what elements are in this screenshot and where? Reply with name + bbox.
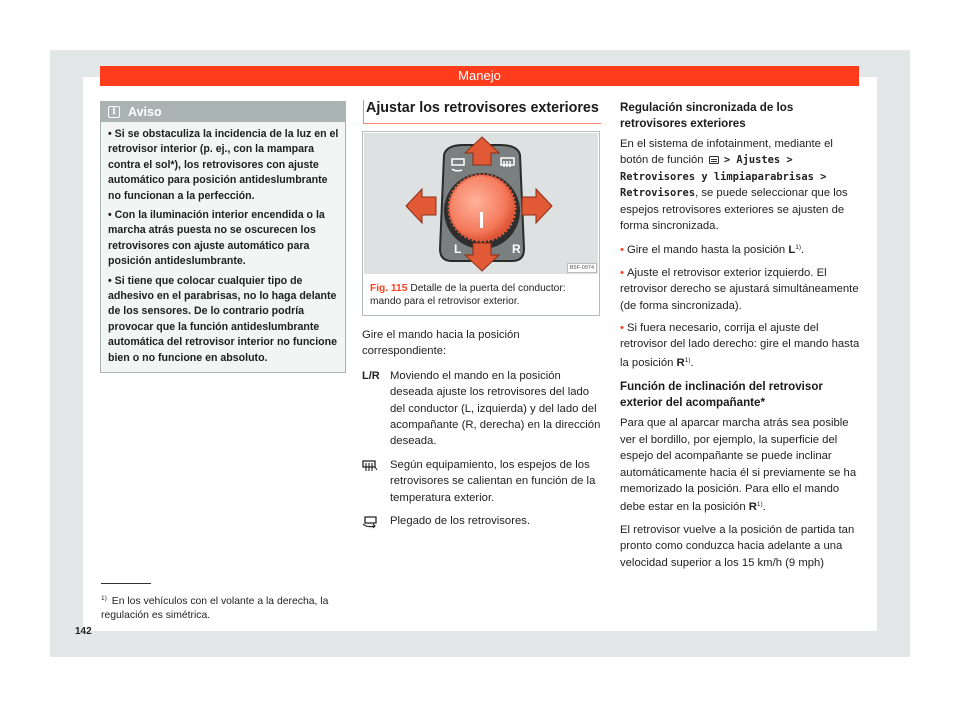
- bullet-icon: •: [620, 266, 624, 279]
- definition-item: [362, 513, 605, 529]
- page-number: 142: [75, 626, 92, 637]
- knob-indicator: [480, 212, 483, 228]
- menu-icon: [709, 156, 719, 164]
- notice-item: • Si se obstaculiza la incidencia de la luz en el retrovisor interior (p. ej., con la mampara contra el sol*), los retrovisores con ajuste automático para posición antideslumbrante no funcionan a la perfección.: [108, 128, 339, 202]
- menu-path: > Ajustes > Retrovisores y limpiaparabrisas > Retrovisores: [620, 154, 827, 200]
- notice-item: • Con la iluminación interior encendida o la marcha atrás puesta no se oscurecen los retrovisores con ajuste automático para posición antideslumbrante.: [108, 209, 325, 268]
- mirror-heating-icon: [362, 459, 378, 473]
- definition-item: [362, 368, 605, 450]
- notice-box: [100, 101, 346, 373]
- position-label-right: R: [512, 242, 521, 256]
- section-header: Manejo: [100, 66, 859, 86]
- sync-title: Regulación sincronizada de los retrovisores exteriores: [620, 101, 794, 130]
- sync-step: • Si fuera necesario, corrija el ajuste del retrovisor del lado derecho: gire el mando hasta la posición $R^{1)}$.: [620, 322, 860, 369]
- tilt-paragraph: El retrovisor vuelve a la posición de partida tan pronto como conduzca hacia adelante a una velocidad superior a los 15 km/h (9 mph): [620, 523, 855, 569]
- sync-intro-text: En el sistema de infotainment, mediante el botón de función: [620, 138, 833, 167]
- notice-title: Aviso: [128, 105, 162, 119]
- mirror-control-illustration: [364, 133, 598, 274]
- tilt-title: Función de inclinación del retrovisor exterior del acompañante*: [620, 380, 823, 410]
- sync-step: • Gire el mando hasta la posición $L^{1)}$.: [620, 244, 805, 257]
- figure-code: B5F-0974: [567, 263, 597, 273]
- knob: [449, 175, 515, 241]
- arrow-left: [406, 189, 436, 223]
- instructions: [362, 327, 605, 536]
- footnote-divider: [101, 583, 151, 584]
- notice-body: [101, 122, 345, 372]
- footnote: [101, 592, 351, 623]
- figure-caption-text: Detalle de la puerta del conductor: mando para el retrovisor exterior.: [370, 283, 566, 307]
- right-column: [620, 100, 860, 577]
- footnote-text: En los vehículos con el volante a la derecha, la regulación es simétrica.: [101, 596, 329, 621]
- definition-text: Plegado de los retrovisores.: [390, 515, 531, 528]
- sync-intro-tail: , se puede seleccionar que los espejos retrovisores exteriores se ajusten de forma sincronizada.: [620, 187, 848, 233]
- notice-item: • Si tiene que colocar cualquier tipo de adhesivo en el parabrisas, no lo haga delante de los sensores. De lo contrario podría provocar que la función antideslumbrante automática del retrovisor interior no funcione bien o no funcione en absoluto.: [108, 274, 337, 364]
- definition-key: L/R: [362, 369, 380, 382]
- instructions-intro: Gire el mando hacia la posición correspondiente:: [362, 329, 520, 358]
- position-label-left: L: [454, 242, 462, 256]
- figure-caption: [370, 282, 598, 308]
- notice-header: [101, 102, 345, 122]
- mirror-fold-icon: [362, 515, 378, 529]
- figure-number: Fig. 115: [370, 283, 408, 294]
- definition-text: Según equipamiento, los espejos de los retrovisores se calientan en función de la temperatura exterior.: [390, 458, 596, 504]
- definition-text: Moviendo el mando en la posición deseada ajuste los retrovisores del lado del conductor (L, izquierda) y del lado del acompañante (R, derecha) en la dirección deseada.: [390, 369, 601, 448]
- sync-intro: [620, 136, 860, 234]
- arrow-right: [522, 189, 552, 223]
- footnote-marker: 1): [101, 595, 107, 602]
- bullet-icon: •: [620, 322, 624, 335]
- bullet-icon: •: [620, 244, 624, 257]
- figure: [362, 131, 600, 316]
- definition-item: [362, 457, 605, 506]
- tilt-paragraph: Para que al aparcar marcha atrás sea posible ver el bordillo, por ejemplo, la superficie del espejo del acompañante se puede inclinar automáticamente hacia él si previamente se ha memorizado la posición. Para ello el mando debe estar en la posición $R^{1)}$.: [620, 417, 857, 514]
- mirror-control-svg: [364, 133, 598, 274]
- sync-step: • Ajuste el retrovisor exterior izquierdo. El retrovisor derecho se ajustará simultáneamente (de forma sincronizada).: [620, 266, 859, 312]
- section-title: Ajustar los retrovisores exteriores: [363, 100, 601, 124]
- info-icon: i: [108, 106, 120, 118]
